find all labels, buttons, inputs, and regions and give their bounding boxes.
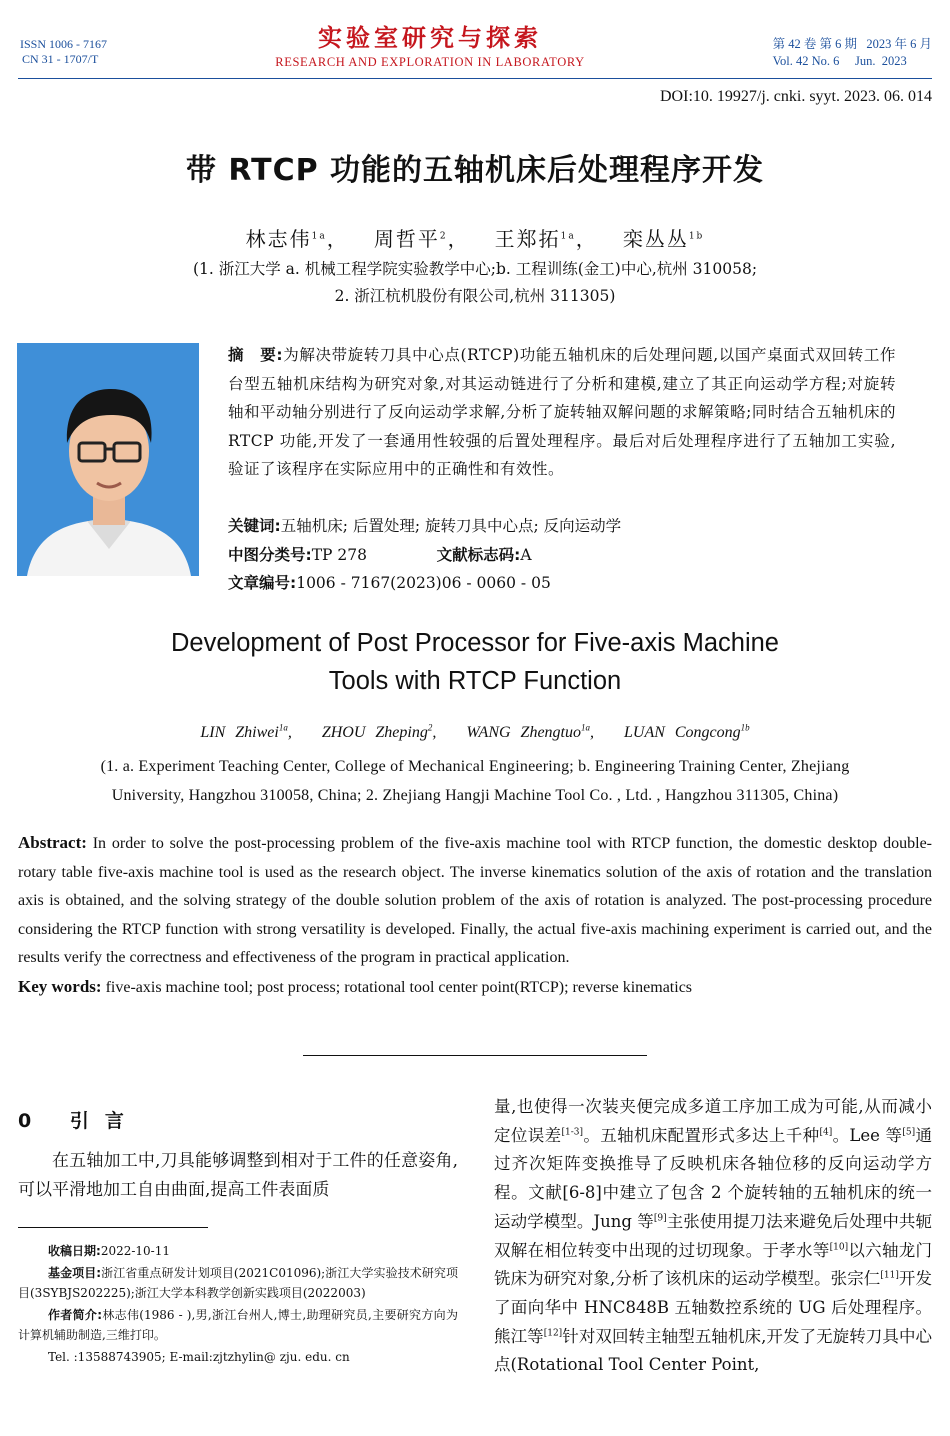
keywords-cn-label: 关键词:	[228, 517, 281, 535]
author-sup: 1a	[560, 231, 576, 242]
body-text: 主张使用提刀法来避免后处理中共轭双解在相位转变中出现的过切现象。于孝水等	[494, 1211, 932, 1260]
keywords-cn	[228, 512, 896, 541]
author-sup: 1b	[688, 231, 705, 242]
journal-masthead	[250, 18, 610, 70]
author-name: 栾丛丛	[622, 227, 689, 251]
abstract-en-text: In order to solve the post-processing problem of the five-axis machine tool with RTCP function, the domestic desktop double-rotary table five-axis machine tool is used as the research object. The inverse kinematics solution of the axis of rotation and the translation axis is obtained, and the solving strategy of the double solution problem of the axis of rotation is analyzed. The post-processing procedure considering the RTCP function with strong versatility is developed. Finally, the actual five-axis machining experiment is carried out, and the results verify the correctness and effectiveness of the program in practical application.	[18, 835, 932, 967]
affiliation-line: 2. 浙江杭机股份有限公司,杭州 311305)	[334, 287, 616, 305]
citation: [11]	[880, 1270, 899, 1281]
article-title-cn: 带 RTCP 功能的五轴机床后处理程序开发	[185, 153, 765, 188]
author-sep: ,	[589, 724, 614, 741]
citation: [1-3]	[561, 1127, 583, 1138]
author-name: 周哲平	[373, 227, 440, 251]
author-name: 林志伟	[245, 227, 312, 251]
author-bio-label: 作者简介:	[48, 1308, 103, 1322]
author-bio-text: 林志伟(1986 - ),男,浙江台州人,博士,助理研究员,主要研究方向为计算机辅助制造,三维打印。	[18, 1308, 458, 1342]
author-list-cn	[0, 223, 950, 252]
body-text: 开发了面向华中 HNC848B 五轴数控系统的 UG 后处理程序。熊江等	[494, 1269, 932, 1346]
author-sup: 1a	[278, 722, 288, 733]
title-en-line: Tools with RTCP Function	[328, 667, 622, 695]
journal-id-block	[20, 37, 107, 67]
keywords-en	[18, 973, 932, 1003]
body-text: 针对双回转主轴型五轴机床,开发了无旋转刀具中心点(Rotational Tool Center Point,	[494, 1326, 933, 1375]
author-sup: 1a	[580, 722, 590, 733]
abstract-en	[18, 829, 932, 1003]
author-sep: ,	[287, 724, 312, 741]
abstract-en-label: Abstract:	[18, 833, 87, 852]
header-divider	[18, 78, 932, 79]
abstract-cn-label: 摘 要:	[228, 346, 284, 364]
metadata-cn	[228, 512, 896, 598]
cn-number: CN 31 - 1707/T	[22, 52, 99, 66]
citation: [9]	[653, 1213, 667, 1224]
body-right-column	[494, 1093, 932, 1380]
body-text: 。Lee 等	[832, 1125, 903, 1145]
body-text: 量,也使得一次装夹便完成多道工序加工成为可能,从而减小定位误差	[494, 1097, 932, 1145]
article-no-value: 1006 - 7167(2023)06 - 0060 - 05	[296, 574, 551, 592]
footnote-received	[18, 1241, 458, 1261]
affiliation-line: (1. 浙江大学 a. 机械工程学院实验教学中心;b. 工程训练(金工)中心,杭州 310058;	[192, 260, 758, 278]
author-sup: 1a	[311, 231, 327, 242]
author-name: 王郑拓	[494, 227, 561, 251]
keywords-cn-text: 五轴机床; 后置处理; 旋转刀具中心点; 反向运动学	[280, 517, 622, 535]
fund-label: 基金项目:	[48, 1266, 102, 1280]
footnote-divider	[18, 1227, 208, 1228]
issn: ISSN 1006 - 7167	[20, 37, 108, 51]
title-en-line: Development of Post Processor for Five-axis Machine	[171, 629, 779, 657]
author-sup: 2	[439, 231, 448, 242]
citation: [12]	[543, 1328, 563, 1339]
footnotes	[18, 1241, 458, 1369]
author-sup: 2	[427, 722, 433, 733]
affiliations-cn	[0, 256, 950, 310]
received-date: 2022-10-11	[100, 1244, 170, 1258]
doc-code-label: 文献标志码:	[436, 545, 521, 564]
clc-value: TP 278	[311, 545, 367, 564]
author-photo	[17, 343, 199, 576]
abstract-cn-text: 为解决带旋转刀具中心点(RTCP)功能五轴机床的后处理问题,以国产桌面式双回转工作台型五轴机床结构为研究对象,对其运动链进行了分析和建模,建立了其正向运动学方程;对旋转轴和平动轴分别进行了反向运动学求解,分析了旋转轴双解问题的求解策略;同时结合五轴机床的 RTCP 功能,开发了一套通用性较强的后置处理程序。最后对后处理程序进行了五轴加工实验,验证了该程序在实际应用中的正确性和有效性。	[228, 346, 896, 478]
abstract-en-paragraph	[18, 829, 932, 973]
body-text: 通过齐次矩阵变换推导了反映机床各轴位移的反向运动学方程。文献[6-8]中建立了包含 2 个旋转轴的五轴机床的统一运动学模型。Jung 等	[494, 1125, 933, 1231]
keywords-en-text: five-axis machine tool; post process; rotational tool center point(RTCP); reverse kinematics	[101, 978, 693, 996]
doi: DOI:10. 19927/j. cnki. syyt. 2023. 06. 014	[660, 88, 932, 105]
journal-title-cn: 实验室研究与探索	[318, 23, 542, 52]
affiliation-line: (1. a. Experiment Teaching Center, College of Mechanical Engineering; b. Engineering Training Center, Zhejiang	[100, 758, 850, 775]
author-sep: ,	[432, 724, 457, 741]
doc-code-value: A	[520, 545, 532, 564]
keywords-en-label: Key words:	[18, 976, 102, 996]
body-left-column: 在五轴加工中,刀具能够调整到相对于工件的任意姿角,可以平滑地加工自由曲面,提高工件表面质	[18, 1151, 458, 1200]
classification-row	[228, 541, 896, 570]
clc-label: 中图分类号:	[228, 545, 312, 564]
author-sep: ，	[326, 227, 366, 251]
author-name: ZHOU Zheping	[321, 724, 428, 741]
volume-block	[773, 36, 932, 70]
footnote-fund	[18, 1263, 458, 1303]
body-text: 以六轴龙门铣床为研究对象,分析了该机床的运动学模型。张宗仁	[494, 1240, 933, 1289]
article-no-label: 文章编号:	[228, 574, 297, 592]
citation: [5]	[902, 1127, 916, 1138]
article-number-row	[228, 569, 896, 598]
volume-cn: 第 42 卷 第 6 期 2023 年 6 月	[772, 37, 932, 51]
article-title-en	[0, 624, 950, 700]
author-name: WANG Zhengtuo	[466, 724, 581, 741]
abstract-cn	[228, 341, 896, 484]
body-text: 。五轴机床配置形式多达上千种	[582, 1125, 820, 1145]
received-label: 收稿日期:	[48, 1244, 101, 1258]
author-sep: ，	[575, 227, 615, 251]
section-divider	[303, 1055, 647, 1056]
affiliation-line: University, Hangzhou 310058, China; 2. Zhejiang Hangji Machine Tool Co. , Ltd. , Hangzhou 311305, China)	[111, 787, 839, 804]
footnote-author	[18, 1305, 458, 1345]
author-name: LUAN Congcong	[623, 724, 741, 741]
author-name: LIN Zhiwei	[200, 724, 279, 741]
citation: [10]	[829, 1242, 849, 1253]
fund-text: 浙江省重点研发计划项目(2021C01096);浙江大学实验技术研究项目(3SYBJS202225);浙江大学本科教学创新实践项目(2022003)	[18, 1266, 458, 1300]
affiliations-en	[0, 752, 950, 810]
author-sep: ，	[447, 227, 487, 251]
portrait-illustration	[17, 343, 199, 576]
section-heading: 0 引言	[18, 1110, 140, 1132]
journal-title-en: RESEARCH AND EXPLORATION IN LABORATORY	[275, 55, 585, 69]
citation: [4]	[819, 1127, 833, 1138]
author-list-en	[0, 724, 950, 742]
footnote-contact: Tel. :13588743905; E-mail:zjtzhylin@ zju. edu. cn	[48, 1350, 350, 1364]
author-sup: 1b	[740, 722, 750, 733]
volume-en: Vol. 42 No. 6 Jun. 2023	[772, 54, 907, 68]
